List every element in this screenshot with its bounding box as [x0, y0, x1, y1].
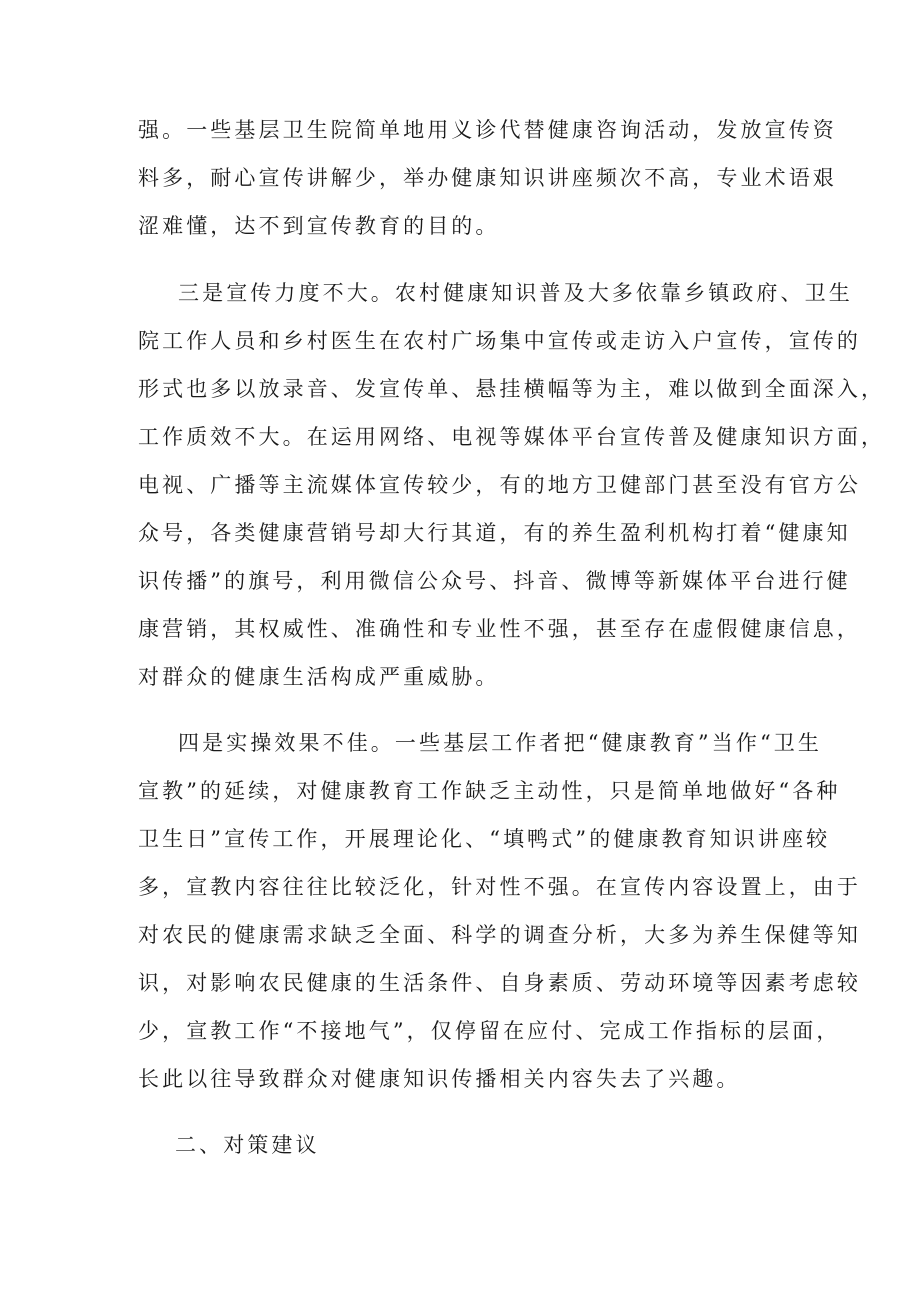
section-heading: 二、对策建议 [175, 1133, 320, 1157]
paragraph-line: 对群众的健康生活构成严重威胁。 [138, 665, 500, 689]
paragraph-line: 长此以往导致群众对健康知识传播相关内容失去了兴趣。 [138, 1067, 741, 1091]
paragraph-line: 宣教”的延续，对健康教育工作缺乏主动性，只是简单地做好“各种 [138, 779, 841, 803]
paragraph-line: 康营销，其权威性、准确性和专业性不强，甚至存在虚假健康信息， [138, 617, 861, 641]
paragraph-line: 少，宣教工作“不接地气”，仅停留在应付、完成工作指标的层面， [138, 1019, 841, 1043]
paragraph-line: 料多，耐心宣传讲解少，举办健康知识讲座频次不高，专业术语艰 [138, 166, 837, 190]
paragraph-line: 院工作人员和乡村医生在农村广场集中宣传或走访入户宣传，宣传的 [138, 329, 861, 353]
paragraph-line: 电视、广播等主流媒体宣传较少，有的地方卫健部门甚至没有官方公 [138, 473, 861, 497]
paragraph-first-line: 四是实操效果不佳。一些基层工作者把“健康教育”当作“卫生 [178, 731, 823, 755]
paragraph-line: 对农民的健康需求缺乏全面、科学的调查分析，大多为养生保健等知 [138, 923, 861, 947]
paragraph-line: 形式也多以放录音、发宣传单、悬挂横幅等为主，难以做到全面深入， [138, 377, 886, 401]
paragraph-first-line: 三是宣传力度不大。农村健康知识普及大多依靠乡镇政府、卫生 [178, 281, 853, 305]
paragraph-line: 强。一些基层卫生院简单地用义诊代替健康咨询活动，发放宣传资 [138, 118, 837, 142]
paragraph-line: 多，宣教内容往往比较泛化，针对性不强。在宣传内容设置上，由于 [138, 875, 861, 899]
paragraph-line: 工作质效不大。在运用网络、电视等媒体平台宣传普及健康知识方面， [138, 425, 886, 449]
paragraph-line: 卫生日”宣传工作，开展理论化、“填鸭式”的健康教育知识讲座较 [138, 827, 831, 851]
paragraph-line: 识传播”的旗号，利用微信公众号、抖音、微博等新媒体平台进行健 [138, 569, 851, 593]
paragraph-line: 识，对影响农民健康的生活条件、自身素质、劳动环境等因素考虑较 [138, 971, 861, 995]
paragraph-line: 众号，各类健康营销号却大行其道，有的养生盈利机构打着“健康知 [138, 521, 851, 545]
paragraph-line: 涩难懂，达不到宣传教育的目的。 [138, 214, 500, 238]
